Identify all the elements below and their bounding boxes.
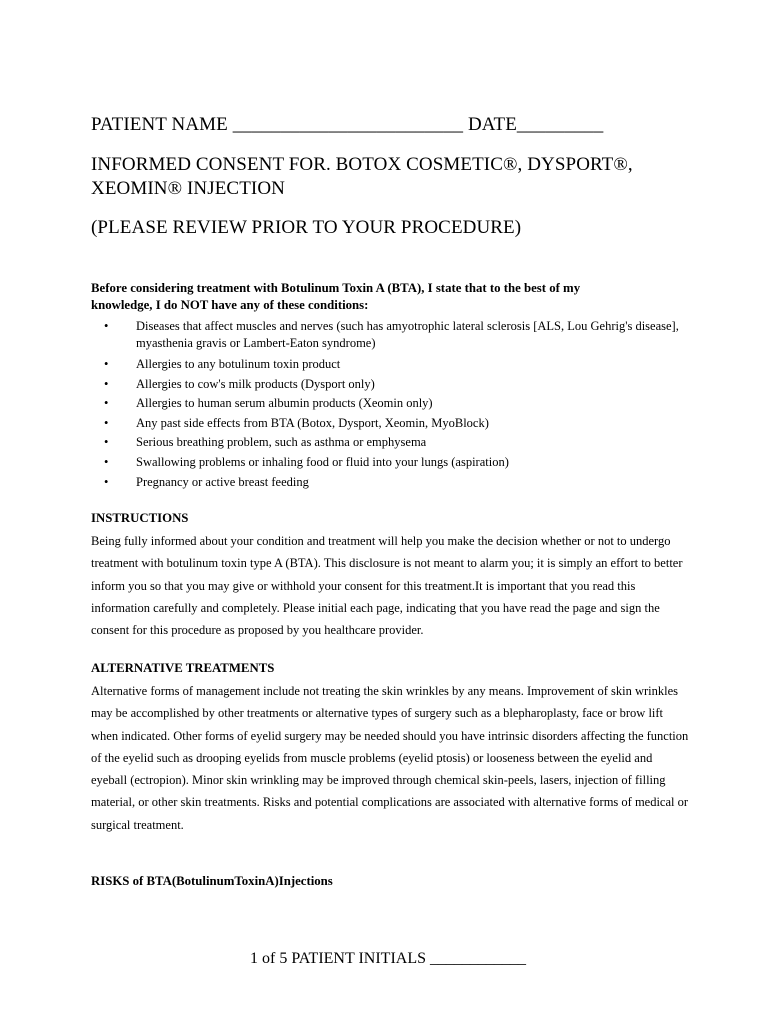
condition-text: Allergies to human serum albumin products (Xeomin only) [136,396,433,411]
bullet: • [104,319,109,333]
condition-text: Allergies to cow's milk products (Dysport only) [136,376,375,391]
condition-text: Allergies to any botulinum toxin product [136,357,341,371]
risks-heading: RISKS of BTA(BotulinumToxinA)Injections [91,874,333,888]
form-title-line-1: INFORMED CONSENT FOR. BOTOX COSMETIC®, DYSPORT®, [91,154,633,175]
list-item [91,414,691,434]
bullet: • [104,357,109,371]
page-footer-initials: 1 of 5 PATIENT INITIALS ____________ [250,950,526,967]
bullet: • [104,435,109,450]
list-item [91,355,691,375]
alternative-treatments-paragraph: Alternative forms of management include not treating the skin wrinkles by any means. Improvement of skin wrinkles may be accomplished by other treatments or alternative types of surgery such as a blepharoplasty, face or brow lift when indicated. Other forms of eyelid surgery may be needed should you have intrinsic disorders affecting the function of the eyelid such as drooping eyelids from muscle problems (eyelid ptosis) or looseness between the eyelid and eyeball (ectropion). Minor skin wrinkling may be improved through chemical skin-peels, lasers, injection of filling material, or other skin treatments. Risks and potential complications are associated with alternative forms of medical or surgical treatment. [91,684,689,832]
instructions-paragraph: Being fully informed about your condition and treatment will help you make the decision whether or not to undergo treatment with botulinum toxin type A (BTA). This disclosure is not meant to alarm you; it is simply an effort to better inform you so that you may give or withhold your consent for this treatment.It is important that you read this information carefully and completely. Please initial each page, indicating that you have read the page and sign the consent for this procedure as proposed by you healthcare provider. [91,534,683,638]
list-item [91,318,691,355]
list-item [91,375,691,395]
condition-text: Any past side effects from BTA (Botox, Dysport, Xeomin, MyoBlock) [136,415,489,430]
form-title-line-2: XEOMIN® INJECTION [91,178,285,199]
list-item [91,473,691,493]
bullet: • [104,415,109,430]
conditions-intro [91,280,651,314]
condition-text: Swallowing problems or inhaling food or fluid into your lungs (aspiration) [136,454,509,469]
conditions-intro-line-2: knowledge, I do NOT have any of these conditions: [91,298,369,312]
conditions-list [91,318,691,492]
condition-text: Diseases that affect muscles and nerves (such has amyotrophic lateral sclerosis [ALS, Lou Gehrig's disease], myasthenia gravis or Lambert-Eaton syndrome) [136,319,679,350]
bullet: • [104,474,109,489]
bullet: • [104,376,109,391]
list-item [91,394,691,414]
condition-text: Serious breathing problem, such as asthma or emphysema [136,435,427,450]
review-note: (PLEASE REVIEW PRIOR TO YOUR PROCEDURE) [91,217,522,238]
condition-text: Pregnancy or active breast feeding [136,474,309,489]
conditions-intro-line-1: Before considering treatment with Botulinum Toxin A (BTA), I state that to the best of my [91,281,581,295]
list-item [91,453,691,473]
list-item [91,433,691,453]
patient-name-date-line: PATIENT NAME ________________________ DATE_________ [91,114,604,135]
instructions-heading: INSTRUCTIONS [91,511,189,525]
bullet: • [104,454,109,469]
bullet: • [104,396,109,411]
alternative-treatments-heading: ALTERNATIVE TREATMENTS [91,661,275,675]
